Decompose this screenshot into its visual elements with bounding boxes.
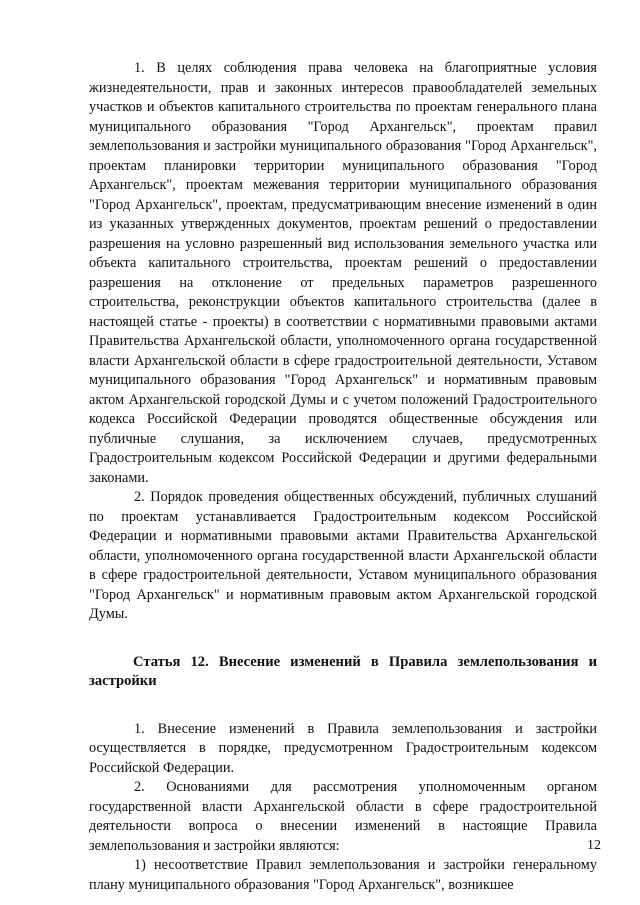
paragraph-2: 2. Порядок проведения общественных обсуждений, публичных слушаний по проектам устанавливается Градостроительным кодексом Российской Федерации и нормативными правовыми актами Правительства Архангельской области, уполномоченного органа государственной власти Архангельской области в сфере градостроительной деятельности, Уставом муниципального образования "Город Архангельск" и нормативным правовым актом Архангельской городской Думы. bbox=[89, 489, 597, 622]
paragraph-4: 2. Основаниями для рассмотрения уполномоченным органом государственной власти Архангельской области в сфере градостроительной деятельности вопроса о внесении изменений в настоящие Правила землепользования и застройки являются: bbox=[89, 779, 597, 854]
spacer bbox=[89, 692, 597, 720]
paragraph-5: 1) несоответствие Правил землепользования и застройки генеральному плану муниципального образования "Город Архангельск", возникшее bbox=[89, 857, 597, 893]
document-body bbox=[89, 59, 597, 895]
paragraph-3: 1. Внесение изменений в Правила землепользования и застройки осуществляется в порядке, предусмотренном Градостроительным кодексом Российской Федерации. bbox=[89, 720, 597, 776]
article-heading: Статья 12. Внесение изменений в Правила землепользования и застройки bbox=[89, 653, 597, 689]
page-number: 12 bbox=[587, 838, 601, 853]
spacer bbox=[89, 625, 597, 653]
paragraph-1: 1. В целях соблюдения права человека на благоприятные условия жизнедеятельности, прав и законных интересов правообладателей земельных участков и объектов капитального строительства по проектам генерального плана муниципального образования "Город Архангельск", проектам правил землепользования и застройки муниципального образования "Город Архангельск", проектам планировки территории муниципального образования "Город Архангельск", проектам межевания территории муниципального образования "Город Архангельск", проектам, предусматривающим внесение изменений в один из указанных утвержденных документов, проектам решений о предоставлении разрешения на условно разрешенный вид использования земельного участка или объекта капитального строительства, проектам решений о предоставлении разрешения на отклонение от предельных параметров разрешенного строительства, реконструкции объектов капитального строительства (далее в настоящей статье - проекты) в соответствии с нормативными правовыми актами Правительства Архангельской области, уполномоченного органа государственной власти Архангельской области в сфере градостроительной деятельности, Уставом муниципального образования "Город Архангельск" и нормативным правовым актом Архангельской городской Думы и с учетом положений Градостроительного кодекса Российской Федерации проводятся общественные обсуждения или публичные слушания, за исключением случаев, предусмотренных Градостроительным кодексом Российской Федерации и другими федеральными законами. bbox=[89, 60, 597, 486]
